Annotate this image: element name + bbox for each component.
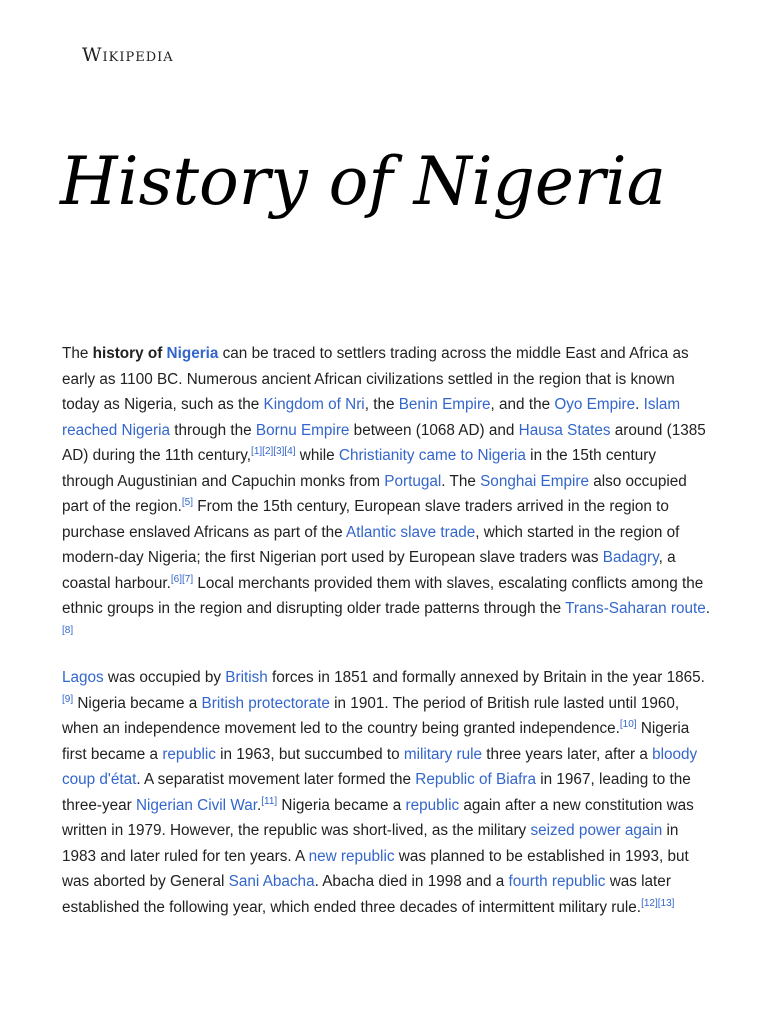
text-run: in the 15th century through Augustinian and Capuchin monks from <box>62 447 657 490</box>
citation-ref <box>62 693 73 704</box>
article-link[interactable]: Republic of Biafra <box>415 771 537 788</box>
wikipedia-logo[interactable]: Wikipedia <box>82 44 174 66</box>
article-link[interactable]: Badagry <box>602 549 659 566</box>
text-run: was later established the following year, which ended three decades of intermittent military rule. <box>62 873 671 916</box>
citation-ref <box>62 624 73 635</box>
citation-link[interactable]: [10] <box>619 718 637 730</box>
text-run: . Abacha died in 1998 and a <box>314 873 509 890</box>
article-link[interactable]: fourth republic <box>508 873 606 890</box>
text-run: Local merchants provided them with slaves, escalating conflicts among the ethnic groups in the region and disrupting older trade patterns through the <box>62 574 704 617</box>
citation-link[interactable]: [9] <box>62 693 74 705</box>
page-title: History of Nigeria <box>60 143 666 220</box>
citation-ref <box>620 719 637 730</box>
text-run: . <box>635 396 644 413</box>
text-run: also occupied part of the region. <box>62 472 687 515</box>
citation-link[interactable]: [6][7] <box>170 573 194 585</box>
citation-ref <box>171 573 193 584</box>
text-run: forces in 1851 and formally annexed by Britain in the year 1865. <box>267 669 705 686</box>
article-link[interactable]: Hausa States <box>518 421 611 439</box>
article-link[interactable]: Kingdom of Nri <box>263 396 365 413</box>
article-link[interactable]: Nigeria <box>166 345 219 362</box>
text-run: Nigeria first became a <box>62 720 690 763</box>
citation-link[interactable]: [8] <box>62 624 74 636</box>
citation-link[interactable]: [12][13] <box>641 897 675 909</box>
text-run: was planned to be established in 1993, but was aborted by General <box>62 847 689 890</box>
citation-link[interactable]: [5] <box>181 496 194 508</box>
citation-link[interactable]: [1][2][3][4] <box>251 445 296 457</box>
text-run: , and the <box>490 396 555 413</box>
article-link[interactable]: Nigerian Civil War <box>135 796 257 814</box>
text-run: through the <box>170 421 256 439</box>
text-run: around (1385 AD) during the 11th century, <box>62 421 706 464</box>
text-run: . <box>256 796 262 814</box>
article-link[interactable]: Islam reached Nigeria <box>62 396 681 439</box>
article-link[interactable]: Christianity came to Nigeria <box>338 447 526 464</box>
article-link[interactable]: republic <box>162 745 216 763</box>
article-link[interactable]: Songhai Empire <box>480 472 589 490</box>
text-run: in 1901. The period of British rule lasted until 1960, when an independence movement led to the country being granted independence. <box>62 694 680 737</box>
text-run: . The <box>441 472 481 490</box>
citation-ref <box>251 446 295 457</box>
text-run: again after a new constitution was written in 1979. However, the republic was short-lived, as the military <box>62 796 694 839</box>
article-link[interactable]: Lagos <box>62 669 104 686</box>
text-run: between (1068 AD) and <box>349 421 519 439</box>
text-run: , a coastal harbour. <box>62 549 676 592</box>
text-run: . A separatist movement later formed the <box>136 771 416 788</box>
text-run: , which started in the region of modern-day Nigeria; the first Nigerian port used by European slave traders was <box>62 523 680 566</box>
article-link[interactable]: British <box>225 669 268 686</box>
article-link[interactable]: republic <box>405 796 460 814</box>
text-run: three years later, after a <box>482 745 653 763</box>
article-link[interactable]: seized power again <box>530 822 663 839</box>
text-run: , the <box>364 396 399 413</box>
text-run: The <box>62 345 93 362</box>
citation-ref <box>641 897 674 908</box>
text-run: Nigeria became a <box>277 796 406 814</box>
text-run: From the 15th century, European slave traders arrived in the region to purchase enslaved Africans as part of the <box>62 498 669 541</box>
article-link[interactable]: Sani Abacha <box>228 873 315 890</box>
article-link[interactable]: Benin Empire <box>398 396 491 413</box>
article-body <box>62 341 710 938</box>
citation-ref <box>182 497 193 508</box>
article-link[interactable]: bloody coup d'état <box>62 745 698 788</box>
article-link[interactable]: Portugal <box>384 472 442 490</box>
text-run: was occupied by <box>103 669 226 686</box>
article-link[interactable]: Atlantic slave trade <box>346 523 476 541</box>
article-link[interactable]: military rule <box>403 745 483 763</box>
article-link[interactable]: British protectorate <box>201 694 330 712</box>
article-paragraph <box>62 665 710 920</box>
text-run: . <box>705 600 710 617</box>
text-run: in 1967, leading to the three-year <box>62 771 691 814</box>
text-run: Nigeria became a <box>73 694 202 712</box>
text-run: can be traced to settlers trading across the middle East and Africa as early as 1100 BC. Numerous ancient African civilizations settled in the region that is known today as Nigeria, such as the <box>62 345 689 413</box>
article-paragraph <box>62 341 710 647</box>
article-link[interactable]: Bornu Empire <box>255 421 350 439</box>
article-link[interactable]: Trans-Saharan route <box>565 600 706 617</box>
text-run: while <box>295 447 339 464</box>
text-run: in 1983 and later ruled for ten years. A <box>62 822 679 865</box>
article-link[interactable]: Oyo Empire <box>554 396 636 413</box>
article-link[interactable]: new republic <box>308 847 395 865</box>
citation-link[interactable]: [11] <box>261 795 278 807</box>
bold-text: history of <box>92 345 167 362</box>
citation-ref <box>261 795 277 806</box>
text-run: in 1963, but succumbed to <box>215 745 404 763</box>
